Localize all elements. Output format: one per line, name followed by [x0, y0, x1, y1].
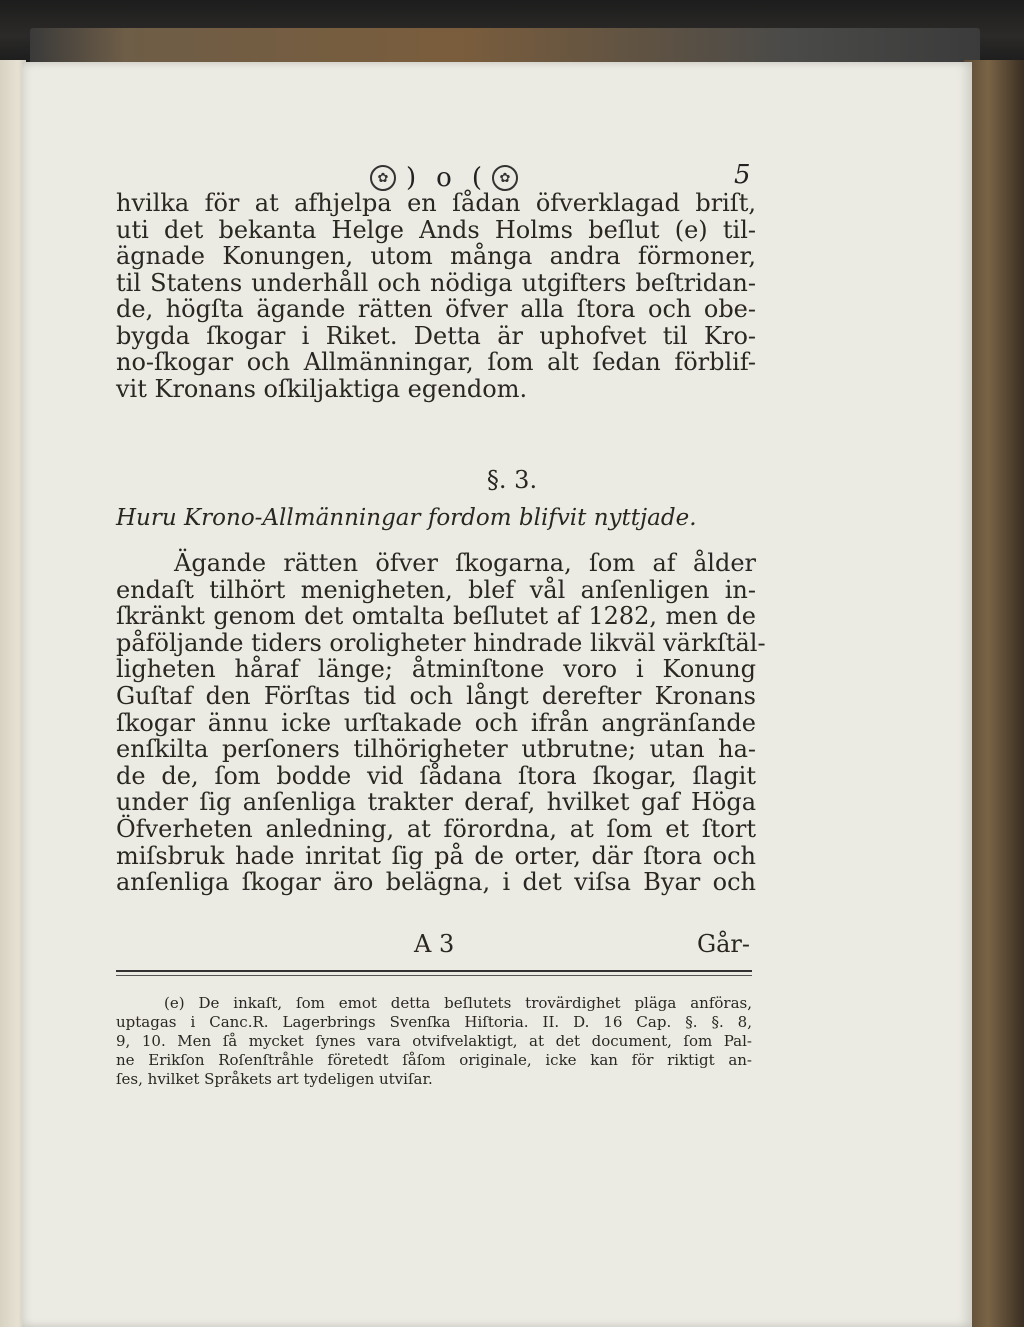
section-title: Huru Krono-Allmänningar fordom blifvit nyttjade.: [116, 505, 697, 531]
text-line: de de, ſom bodde vid ſådana ſtora ſkogar, ſlagit: [116, 761, 756, 790]
flower-ornament-icon: ✿: [370, 165, 396, 191]
footnote-line: (e) De inkaſt, ſom emot detta beſlutets trovärdighet pläga anföras,: [164, 994, 752, 1012]
signature-line: [116, 930, 756, 960]
text-line: Ägande rätten öfver ſkogarna, ſom af ålder: [174, 549, 756, 577]
text-line: til Statens underhåll och nödiga utgifters beſtridan-: [116, 268, 756, 297]
footnote: [116, 994, 752, 1089]
footnote-line: ſes, hvilket Språkets art tydeligen utviſar.: [116, 1070, 433, 1088]
book-cover-edge: [964, 60, 1024, 1327]
section-mark: §. 3.: [486, 466, 538, 494]
text-line: ägnade Konungen, utom många andra förmoner,: [116, 242, 756, 270]
text-line: de, högſta ägande rätten öfver alla ſtora och obe-: [116, 295, 756, 323]
text-line: bygda ſkogar i Riket. Detta är uphofvet til Kro-: [116, 321, 756, 350]
text-line: enſkilta perſoners tilhörigheter utbrutne; utan ha-: [116, 735, 756, 764]
text-line: hvilka för at afhjelpa en ſådan öfverklagad briſt,: [116, 189, 756, 217]
footnote-line: ne Erikſon Roſenſtråhle företedt ſåſom originale, icke kan för riktigt an-: [116, 1051, 752, 1069]
text-line: no-ſkogar och Allmänningar, ſom alt ſedan förblif-: [116, 348, 756, 376]
text-line: under ſig anſenliga trakter deraf, hvilket gaf Höga: [116, 788, 756, 817]
text-line: ligheten håraf länge; åtminſtone voro i Konung: [116, 655, 756, 684]
footnote-line: 9, 10. Men ſå mycket ſynes vara otvifvelaktigt, at det document, ſom Pal-: [116, 1032, 752, 1050]
footnote-line: uptagas i Canc.R. Lagerbrings Svenſka Hiſtoria. II. D. 16 Cap. §. §. 8,: [116, 1013, 752, 1031]
footnote-rule: [116, 970, 752, 976]
page-number: 5: [734, 160, 751, 190]
paragraph-1: [116, 190, 756, 402]
text-line: Guſtaf den Förſtas tid och långt derefter Kronans: [116, 681, 756, 710]
header-bracket-close: (: [471, 163, 482, 193]
flower-ornament-icon: ✿: [492, 165, 518, 191]
text-line: ſkränkt genom det omtalta beſlutet af 1282, men de: [116, 602, 756, 631]
text-line: påföljande tiders oroligheter hindrade likväl värkſtäl-: [116, 628, 766, 657]
catchword: Går-: [696, 930, 750, 958]
header-bracket-open: ): [406, 163, 417, 193]
signature-mark: A 3: [414, 930, 455, 958]
text-line: vit Kronans oſkiljaktiga egendom.: [116, 374, 528, 403]
header-mid: o: [436, 163, 452, 193]
text-line: uti det bekanta Helge Ands Holms beſlut (e) til-: [116, 215, 756, 244]
text-line: anſenliga ſkogar äro belägna, i det viſsa Byar och: [116, 868, 756, 897]
paragraph-2: [116, 549, 766, 897]
text-line: ſkogar ännu icke urſtakade och ifrån angränſande: [116, 708, 756, 737]
text-line: Öfverheten anledning, at förordna, at ſom et ſtort: [116, 814, 756, 843]
text-line: endaſt tilhört menigheten, blef vål anſenligen in-: [116, 575, 756, 604]
text-line: miſsbruk hade inritat ſig på de orter, där ſtora och: [116, 841, 756, 870]
